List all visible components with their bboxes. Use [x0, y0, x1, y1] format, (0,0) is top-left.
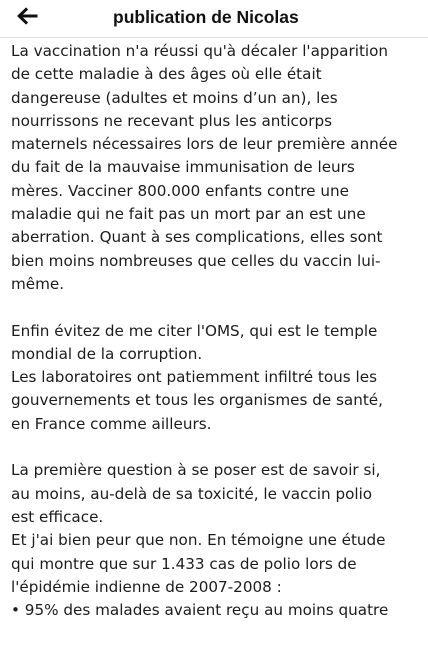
text-line: mères. Vacciner 800.000 enfants contre une — [11, 181, 349, 200]
text-line: nourrissons ne recevant plus les anticorps — [11, 111, 332, 130]
text-line: aberration. Quant à ses complications, elles sont — [11, 228, 383, 247]
text-line: gouvernements et tous les organismes de santé, — [11, 391, 383, 410]
text-line: dangereuse (adultes et moins d’un an), les — [11, 88, 338, 107]
text-line: bien moins nombreuses que celles du vaccin lui- — [11, 251, 381, 270]
text-line: • 95% des malades avaient reçu au moins quatre — [11, 601, 389, 620]
back-button[interactable] — [10, 2, 44, 34]
app-header — [0, 0, 428, 38]
text-line: du fait de la mauvaise immunisation de leurs — [11, 158, 355, 177]
text-line: maladie qui ne fait pas un mort par an est une — [11, 205, 366, 224]
text-line: en France comme ailleurs. — [11, 414, 212, 433]
text-line: La première question à se poser est de savoir si, — [11, 461, 381, 480]
text-line: Les laboratoires ont patiemment infiltré tous les — [11, 368, 378, 387]
post-paragraph-2 — [11, 320, 421, 436]
text-line: Et j'ai bien peur que non. En témoigne une étude — [11, 531, 386, 550]
text-line: même. — [11, 274, 65, 293]
text-line: mondial de la corruption. — [11, 344, 203, 363]
text-line: est efficace. — [11, 507, 104, 526]
text-line: La vaccination n'a réussi qu'à décaler l'apparition — [11, 42, 389, 60]
text-line: qui montre que sur 1.433 cas de polio lors de — [11, 554, 357, 573]
text-line: l'épidémie indienne de 2007-2008 : — [11, 577, 282, 596]
post-paragraph-3 — [11, 459, 421, 622]
arrow-left-icon — [16, 7, 38, 29]
text-line: au moins, au-delà de sa toxicité, le vaccin polio — [11, 484, 373, 503]
post-content — [11, 40, 421, 646]
text-line: Enfin évitez de me citer l'OMS, qui est le temple — [11, 321, 378, 340]
text-line: de cette maladie à des âges où elle était — [11, 65, 322, 84]
post-paragraph-1 — [11, 40, 421, 296]
text-line: maternels nécessaires lors de leur première année — [11, 135, 398, 154]
page-title: publication de Nicolas — [113, 7, 299, 27]
